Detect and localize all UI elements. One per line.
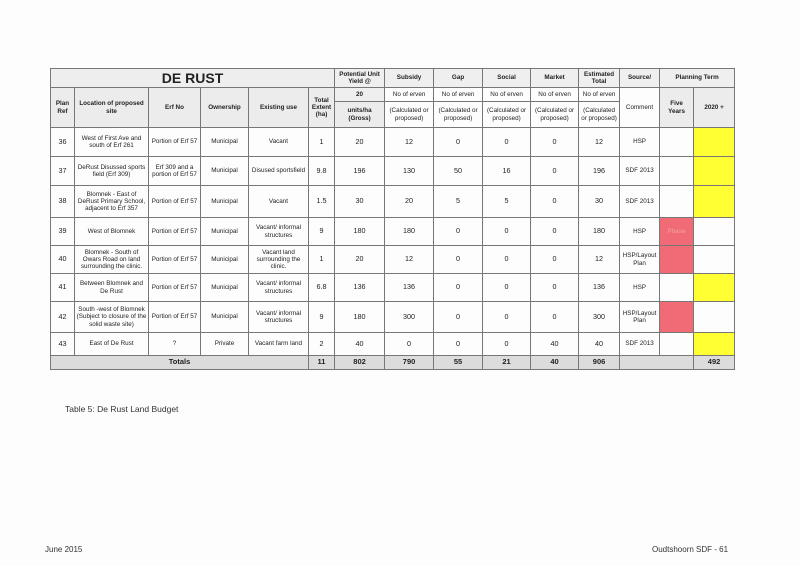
totals-extent: 11 — [309, 356, 335, 370]
extent-cell: 9 — [309, 218, 335, 246]
social-cell: 0 — [483, 128, 531, 157]
gap-cell: 0 — [434, 333, 483, 356]
existing-use-cell: Vacant/ informal structures — [249, 218, 309, 246]
yield-cell: 136 — [335, 274, 385, 302]
gap-cell: 0 — [434, 274, 483, 302]
totals-blank — [620, 356, 694, 370]
gap-cell: 0 — [434, 302, 483, 333]
table-row — [51, 218, 735, 246]
source-header: Source/ — [620, 69, 660, 88]
yield-cell: 20 — [335, 128, 385, 157]
five-years-cell — [660, 157, 694, 186]
existing-use-cell: Vacant — [249, 128, 309, 157]
table-row — [51, 186, 735, 218]
yield-units-header: units/ha (Gross) — [335, 102, 385, 128]
social-calc-header: (Calculated or proposed) — [483, 102, 531, 128]
subsidy-calc-header: (Calculated or proposed) — [385, 102, 434, 128]
yield-value-header: 20 — [335, 88, 385, 102]
plan-ref-cell: 37 — [51, 157, 75, 186]
table-row — [51, 157, 735, 186]
erf-no-cell: Portion of Erf 57 — [149, 274, 201, 302]
table-row — [51, 333, 735, 356]
source-cell: SDF 2013 — [620, 157, 660, 186]
market-cell: 40 — [531, 333, 579, 356]
existing-use-cell: Vacant/ informal structures — [249, 274, 309, 302]
estimated-total-header: Estimated Total — [579, 69, 620, 88]
location-cell: West of Blomnek — [75, 218, 149, 246]
social-cell: 16 — [483, 157, 531, 186]
social-cell: 0 — [483, 218, 531, 246]
plan-ref-cell: 39 — [51, 218, 75, 246]
market-calc-header: (Calculated or proposed) — [531, 102, 579, 128]
social-header: Social — [483, 69, 531, 88]
source-cell: HSP — [620, 274, 660, 302]
subsidy-cell: 300 — [385, 302, 434, 333]
social-cell: 0 — [483, 333, 531, 356]
erf-no-cell: ? — [149, 333, 201, 356]
ownership-cell: Municipal — [201, 186, 249, 218]
yield-cell: 180 — [335, 218, 385, 246]
market-erven-header: No of erven — [531, 88, 579, 102]
extent-cell: 1 — [309, 246, 335, 274]
ownership-cell: Municipal — [201, 274, 249, 302]
extent-cell: 9 — [309, 302, 335, 333]
erf-no-cell: Portion of Erf 57 — [149, 218, 201, 246]
source-cell: SDF 2013 — [620, 186, 660, 218]
year-2020-cell — [694, 157, 735, 186]
existing-use-cell: Vacant land surrounding the clinic. — [249, 246, 309, 274]
total-erven-header: No of erven — [579, 88, 620, 102]
gap-cell: 0 — [434, 246, 483, 274]
totals-yield: 802 — [335, 356, 385, 370]
five-years-header: Five Years — [660, 88, 694, 128]
location-cell: West of First Ave and south of Erf 261 — [75, 128, 149, 157]
yield-cell: 180 — [335, 302, 385, 333]
five-years-cell — [660, 333, 694, 356]
footer-page-ref: Oudtshoorn SDF - 61 — [652, 545, 729, 554]
plan-ref-cell: 40 — [51, 246, 75, 274]
footer-date: June 2015 — [45, 545, 83, 554]
source-cell: HSP/Layout Plan — [620, 302, 660, 333]
totals-estimated: 906 — [579, 356, 620, 370]
subsidy-cell: 20 — [385, 186, 434, 218]
gap-cell: 0 — [434, 218, 483, 246]
land-budget-table — [50, 68, 735, 370]
subsidy-cell: 180 — [385, 218, 434, 246]
year-2020-cell — [694, 128, 735, 157]
gap-erven-header: No of erven — [434, 88, 483, 102]
ownership-cell: Municipal — [201, 157, 249, 186]
social-cell: 0 — [483, 246, 531, 274]
erf-no-header: Erf No — [149, 88, 201, 128]
five-years-cell — [660, 186, 694, 218]
yield-cell: 196 — [335, 157, 385, 186]
erf-no-cell: Portion of Erf 57 — [149, 246, 201, 274]
five-years-cell — [660, 302, 694, 333]
location-cell: Between Blomnek and De Rust — [75, 274, 149, 302]
ownership-cell: Municipal — [201, 246, 249, 274]
ownership-header: Ownership — [201, 88, 249, 128]
location-cell: South -west of Blomnek (Subject to closure of the solid waste site) — [75, 302, 149, 333]
five-years-cell — [660, 274, 694, 302]
location-cell: Blomnek - South of Owars Road on land surrounding the clinic. — [75, 246, 149, 274]
year-2020-cell — [694, 186, 735, 218]
ownership-cell: Private — [201, 333, 249, 356]
extent-cell: 1.5 — [309, 186, 335, 218]
social-cell: 5 — [483, 186, 531, 218]
subsidy-cell: 0 — [385, 333, 434, 356]
estimated-total-cell: 12 — [579, 128, 620, 157]
table-title: DE RUST — [51, 69, 335, 88]
subsidy-cell: 136 — [385, 274, 434, 302]
comment-header: Comment — [620, 88, 660, 128]
location-cell: Blomnek - East of DeRust Primary School, adjacent to Erf 357 — [75, 186, 149, 218]
ownership-cell: Municipal — [201, 128, 249, 157]
estimated-total-cell: 30 — [579, 186, 620, 218]
table-caption: Table 5: De Rust Land Budget — [65, 404, 179, 414]
totals-social: 21 — [483, 356, 531, 370]
year-2020-cell — [694, 218, 735, 246]
total-calc-header: (Calculated or proposed) — [579, 102, 620, 128]
location-header: Location of proposed site — [75, 88, 149, 128]
gap-cell: 0 — [434, 128, 483, 157]
estimated-total-cell: 180 — [579, 218, 620, 246]
social-cell: 0 — [483, 274, 531, 302]
table-row — [51, 246, 735, 274]
subsidy-header: Subsidy — [385, 69, 434, 88]
year-2020-header: 2020 + — [694, 88, 735, 128]
existing-use-header: Existing use — [249, 88, 309, 128]
totals-label: Totals — [51, 356, 309, 370]
erf-no-cell: Portion of Erf 57 — [149, 128, 201, 157]
erf-no-cell: Erf 309 and a portion of Erf 57 — [149, 157, 201, 186]
source-cell: SDF 2013 — [620, 333, 660, 356]
totals-market: 40 — [531, 356, 579, 370]
social-erven-header: No of erven — [483, 88, 531, 102]
subsidy-cell: 12 — [385, 246, 434, 274]
year-2020-cell — [694, 302, 735, 333]
plan-ref-cell: 36 — [51, 128, 75, 157]
existing-use-cell: Vacant farm land — [249, 333, 309, 356]
existing-use-cell: Vacant — [249, 186, 309, 218]
plan-ref-header: Plan Ref — [51, 88, 75, 128]
gap-calc-header: (Calculated or proposed) — [434, 102, 483, 128]
totals-gap: 55 — [434, 356, 483, 370]
totals-row — [51, 356, 735, 370]
source-cell: HSP — [620, 128, 660, 157]
five-years-cell — [660, 128, 694, 157]
totals-five-years: 492 — [694, 356, 735, 370]
table-row — [51, 128, 735, 157]
planning-term-header: Planning Term — [660, 69, 735, 88]
plan-ref-cell: 42 — [51, 302, 75, 333]
table-row — [51, 302, 735, 333]
source-cell: HSP/Layout Plan — [620, 246, 660, 274]
subsidy-erven-header: No of erven — [385, 88, 434, 102]
ownership-cell: Municipal — [201, 218, 249, 246]
extent-cell: 9.8 — [309, 157, 335, 186]
extent-cell: 6.8 — [309, 274, 335, 302]
existing-use-cell: Vacant/ informal structures — [249, 302, 309, 333]
table-row — [51, 274, 735, 302]
gap-header: Gap — [434, 69, 483, 88]
location-cell: DeRust Disussed sports field (Erf 309) — [75, 157, 149, 186]
estimated-total-cell: 40 — [579, 333, 620, 356]
erf-no-cell: Portion of Erf 57 — [149, 186, 201, 218]
location-cell: East of De Rust — [75, 333, 149, 356]
subsidy-cell: 12 — [385, 128, 434, 157]
year-2020-cell — [694, 246, 735, 274]
gap-cell: 50 — [434, 157, 483, 186]
year-2020-cell — [694, 333, 735, 356]
extent-cell: 2 — [309, 333, 335, 356]
erf-no-cell: Portion of Erf 57 — [149, 302, 201, 333]
gap-cell: 5 — [434, 186, 483, 218]
market-cell: 0 — [531, 186, 579, 218]
market-header: Market — [531, 69, 579, 88]
social-cell: 0 — [483, 302, 531, 333]
market-cell: 0 — [531, 128, 579, 157]
ownership-cell: Municipal — [201, 302, 249, 333]
yield-cell: 40 — [335, 333, 385, 356]
plan-ref-cell: 38 — [51, 186, 75, 218]
totals-subsidy: 790 — [385, 356, 434, 370]
extent-cell: 1 — [309, 128, 335, 157]
estimated-total-cell: 300 — [579, 302, 620, 333]
market-cell: 0 — [531, 302, 579, 333]
subsidy-cell: 130 — [385, 157, 434, 186]
estimated-total-cell: 196 — [579, 157, 620, 186]
estimated-total-cell: 136 — [579, 274, 620, 302]
source-cell: HSP — [620, 218, 660, 246]
plan-ref-cell: 43 — [51, 333, 75, 356]
total-extent-header: Total Extent (ha) — [309, 88, 335, 128]
plan-ref-cell: 41 — [51, 274, 75, 302]
market-cell: 0 — [531, 218, 579, 246]
market-cell: 0 — [531, 246, 579, 274]
yield-cell: 20 — [335, 246, 385, 274]
existing-use-cell: Disused sportsfield — [249, 157, 309, 186]
five-years-cell: Phase — [660, 218, 694, 246]
year-2020-cell — [694, 274, 735, 302]
yield-cell: 30 — [335, 186, 385, 218]
market-cell: 0 — [531, 274, 579, 302]
estimated-total-cell: 12 — [579, 246, 620, 274]
potential-yield-header: Potential Unit Yield @ — [335, 69, 385, 88]
five-years-cell — [660, 246, 694, 274]
market-cell: 0 — [531, 157, 579, 186]
